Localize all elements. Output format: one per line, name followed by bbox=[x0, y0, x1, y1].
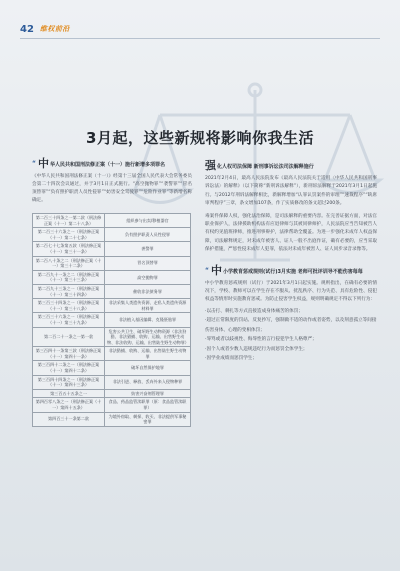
charge-cell: 非法采集人类遗传资源、走私人类遗传资源材料罪 bbox=[105, 299, 191, 313]
article-cell: 第三百三十四条之一（刑法修正案（十一）第三十八条） bbox=[33, 299, 105, 313]
article-cell: 第三百四十一条第三款（刑法修正案（十一）第四十一条） bbox=[33, 347, 105, 361]
header-divider bbox=[20, 38, 380, 39]
charge-cell: 危害公共卫生、破坏野生动物资源（非法狩猎、非法猎捕、收购、运输、出售野生动物、非法收购、运输、出售陆生野生动物罪） bbox=[105, 327, 191, 347]
table-row bbox=[33, 375, 191, 389]
article-cell: 第四百零八条之一（刑法修正案（十一）第四十五条） bbox=[33, 398, 105, 412]
heading-text: 小学教育惩戒规则(试行)3月实施 老师可批评训导不能伤害每每 bbox=[222, 268, 363, 275]
article-cell: 第四百三十一条第二款 bbox=[33, 412, 105, 426]
charge-cell: 妨害兴奋剂管理罪 bbox=[105, 389, 191, 398]
prohibited-list bbox=[205, 307, 377, 364]
table-row bbox=[33, 214, 191, 228]
charge-cell: 袭警罪 bbox=[105, 242, 191, 256]
page-title: 3月起，这些新规将影响你我生活 bbox=[86, 129, 314, 147]
right-section2-paragraph: 中小学教育惩戒规则（试行）于2021年3月1日起实施。规则指出，在确有必要的情况下，学校、教师可以在学生存在不服从、扰乱秩序、行为失范、具有危险性、侵犯权益等情形时实施教育惩戒。为防止侵害学生权益，规则明确规定不得以下列行为： bbox=[205, 280, 377, 303]
charges-table bbox=[32, 213, 191, 427]
charge-cell: 组织参与出卖/移植器官 bbox=[105, 214, 191, 228]
table-row bbox=[33, 398, 191, 412]
table-row bbox=[33, 242, 191, 256]
table-row bbox=[33, 256, 191, 270]
right-section2 bbox=[205, 263, 377, 364]
charge-cell: 非法猎捕、收购、运输、出售陆生野生动物罪 bbox=[105, 347, 191, 361]
charge-cell: 为境外窃取、刺探、收买、非法提供军事秘密罪 bbox=[105, 412, 191, 426]
article-cell: 第二百七十七条第五款（刑法修正案（十一）第三十一条） bbox=[33, 242, 105, 256]
left-section-heading bbox=[32, 157, 192, 170]
quote-mark-icon: “ bbox=[205, 266, 209, 274]
article-cell: 第三百五十五条之一 bbox=[33, 389, 105, 398]
heading-text: 化人权司法保障 新刑事诉讼法司法解释施行 bbox=[217, 164, 314, 170]
charge-cell: 高空抛物罪 bbox=[105, 270, 191, 284]
table-row bbox=[33, 299, 191, 313]
table-row bbox=[33, 284, 191, 298]
page-number: 42 bbox=[20, 23, 34, 35]
right-section1-paragraph-2: 毒案件保障人权，强化法治保障，是司法解释的重要内容。在完善证据方面，对法官职业保护人，法律援助机构法有应退律师与其被同律师护，人民法院应当告知被告人有权约见值班律师，推进刑事辩护，法律帮助全覆盖。为进一步强化未成年人权益保障，司法解释规定，对未成年被害人、证人一般不出庭作证，确有必要的，应当采取保护措施，严惩性侵未成年人犯罪，依法对未成年被害人、证人同步录音录像等。 bbox=[205, 213, 377, 253]
table-row bbox=[33, 327, 191, 347]
left-paragraph: 《中华人民共和国刑法修正案（十一）》经第十三届全国人民代表大会常务委员会第二十四次会议通过，并于3月1日正式施行。“高空抛物罪”“袭警罪”“冒名顶替罪”“负有照护职责人员性侵罪”“妨害安全驾驶罪”“危险作业罪”等新增名称确定。 bbox=[32, 174, 192, 203]
right-section1-paragraph-1: 2021年2月4日，最高人民法院发布《最高人民法院关于适用〈中华人民共和国刑事诉讼法〉的解释》（以下简称“新刑诉法解释”），新刑诉法解释于2021年3月1日起施行。与2012年刑诉法解释相比，新解释增加“认罪认罚案件的审理”“速裁程序”“缺席审判程序”三章，条文增加107条，作了实质修改的条文超过200条。 bbox=[205, 176, 377, 207]
heading-initial: 中 bbox=[37, 157, 49, 170]
table-row bbox=[33, 228, 191, 242]
list-item: ·超过正常限度的罚站、反复抄写，强制做不适的动作或者姿势，以及刻意孤立等间接伤害身体、心理的变相体罚； bbox=[205, 318, 377, 333]
table-row bbox=[33, 313, 191, 327]
heading-initial: 中 bbox=[210, 263, 222, 277]
article-cell: 第三百四十四条之一（刑法修正案（十一）第四十三条） bbox=[33, 375, 105, 389]
article-cell: 第二百九十三条之一（刑法修正案（十一）第三十四条） bbox=[33, 284, 105, 298]
list-item: ·以击打、刺扎等方式直接造成身体痛苦的体罚； bbox=[205, 308, 303, 314]
article-cell: 第二百九十一条之二（刑法修正案（十一）第三十三条） bbox=[33, 270, 105, 284]
left-column bbox=[32, 157, 192, 427]
heading-initial: 强 bbox=[205, 159, 216, 172]
charge-cell: 食品、药品监管渎职罪（原：食品监管渎职罪） bbox=[105, 398, 191, 412]
heading-text: 华人民共和国刑法修正案（十一）施行新增多项罪名 bbox=[49, 162, 165, 168]
quote-mark-icon: “ bbox=[32, 160, 36, 167]
article-cell: 第二百八十条之二（刑法修正案（十一）第三十二条） bbox=[33, 256, 105, 270]
right-section1-heading bbox=[205, 160, 377, 171]
list-item: ·辱骂或者以歧视性、侮辱性的言行侵犯学生人格尊严； bbox=[205, 337, 317, 343]
charge-cell: 冒名顶替罪 bbox=[105, 256, 191, 270]
article-cell: 第二百二十一条之一第一款 bbox=[33, 327, 105, 347]
article-cell: 第三百三十六条之一（刑法修正案（十一）第三十九条） bbox=[33, 313, 105, 327]
article-cell: 第三百四十二条之一（刑法修正案（十一）第四十二条） bbox=[33, 361, 105, 375]
table-row bbox=[33, 412, 191, 426]
list-item: ·因个人或者少数人违规违纪行为而惩罚全体学生； bbox=[205, 346, 308, 352]
table-row bbox=[33, 389, 191, 398]
right-column bbox=[205, 160, 377, 364]
charge-cell: 非法植入基因编辑、克隆胚胎罪 bbox=[105, 313, 191, 327]
charge-cell: 非法引进、释放、丢弃外来入侵物种罪 bbox=[105, 375, 191, 389]
article-cell: 第二百三十四条之一第二款（刑法修正案（十一）第二十八条） bbox=[33, 214, 105, 228]
charge-cell: 催收非法债务罪 bbox=[105, 284, 191, 298]
charge-cell: 负有照护职责人员性侵罪 bbox=[105, 228, 191, 242]
table-row bbox=[33, 361, 191, 375]
table-row bbox=[33, 347, 191, 361]
column-name: 维权前沿 bbox=[39, 25, 70, 33]
article-cell: 第二百三十六条之一（刑法修正案（十一）第二十七条） bbox=[33, 228, 105, 242]
charge-cell: 破坏自然保护地罪 bbox=[105, 361, 191, 375]
table-row bbox=[33, 270, 191, 284]
page-header bbox=[20, 22, 70, 36]
list-item: ·因学业成绩而惩罚学生； bbox=[205, 356, 257, 362]
right-section2-heading bbox=[205, 263, 377, 277]
